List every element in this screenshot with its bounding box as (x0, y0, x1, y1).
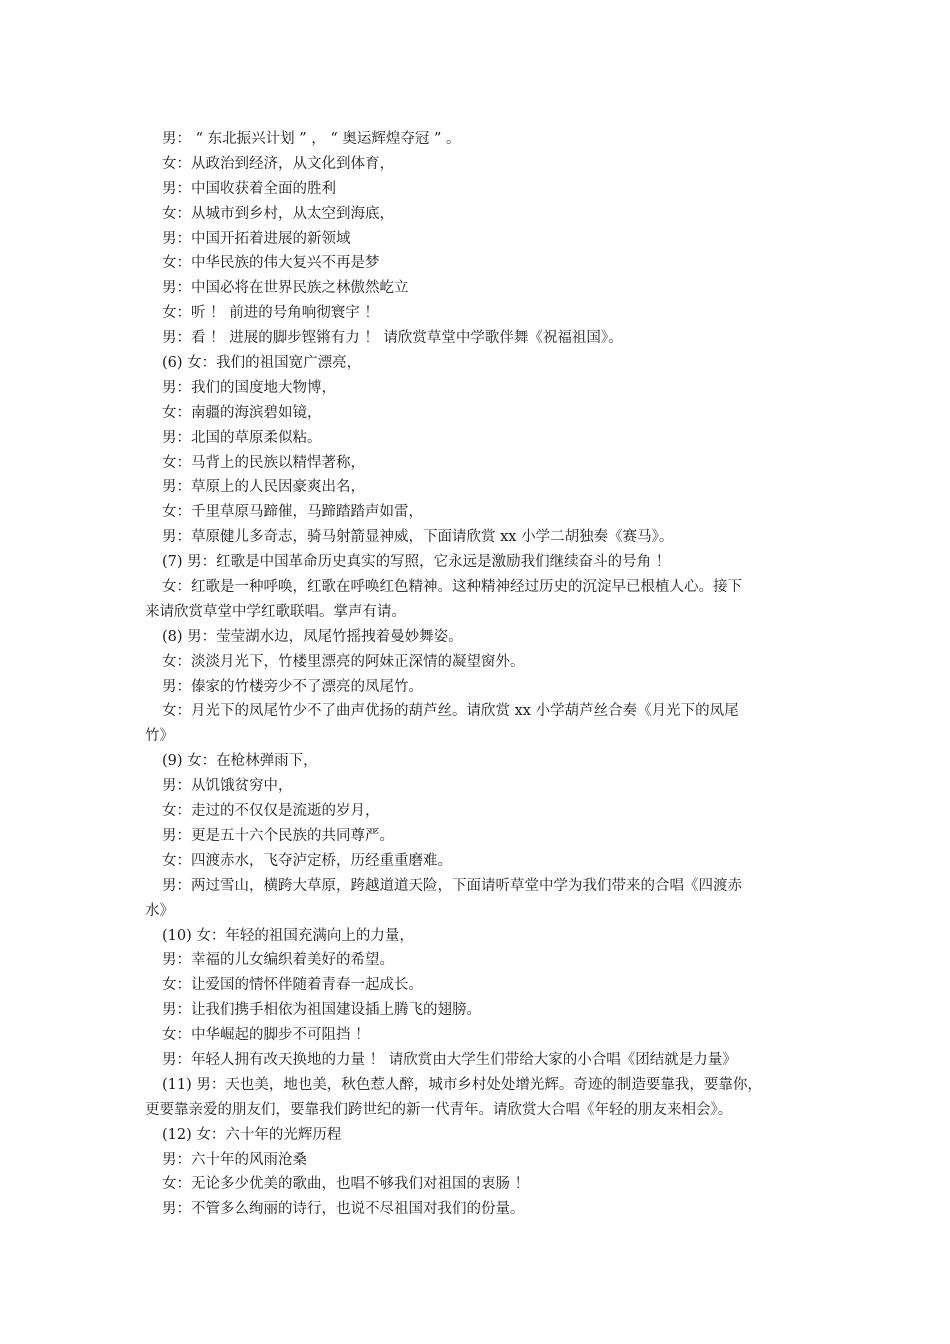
text-line: (12) 女：六十年的光辉历程 (162, 1126, 342, 1143)
text-line: 女：走过的不仅仅是流逝的岁月， (162, 803, 380, 820)
text-line: 男：傣家的竹楼旁少不了漂亮的凤尾竹。 (162, 678, 423, 695)
text-line: 男：两过雪山，横跨大草原，跨越道道天险，下面请听草堂中学为我们带来的合唱《四渡赤 (162, 877, 742, 894)
text-line: 女：红歌是一种呼唤，红歌在呼唤红色精神。这种精神经过历史的沉淀早已根植人心。接下 (162, 579, 742, 596)
text-line: 男：年轻人拥有改天换地的力量 ！ 请欣赏由大学生们带给大家的小合唱《团结就是力量》 (162, 1051, 737, 1068)
text-line: (9) 女：在枪林弹雨下， (162, 753, 318, 770)
text-line: 女：从政治到经济，从文化到体育， (162, 155, 394, 172)
text-line: 男：草原健儿多奇志，骑马射箭显神威，下面请欣赏 xx 小学二胡独奏《赛马》。 (162, 529, 674, 546)
text-line: 男：中国开拓着进展的新领域 (162, 230, 351, 247)
text-line: 男：从饥饿贫穷中， (162, 778, 293, 795)
text-line: 男：北国的草原柔似粘。 (162, 429, 322, 446)
text-line: (7) 男：红歌是中国革命历史真实的写照，它永远是激励我们继续奋斗的号角 ！ (162, 554, 671, 571)
text-line: 男：不管多么绚丽的诗行，也说不尽祖国对我们的份量。 (162, 1201, 525, 1218)
text-line: 女：中华崛起的脚步不可阻挡 ！ (162, 1027, 370, 1044)
text-line: 男：草原上的人民因豪爽出名， (162, 479, 365, 496)
text-line: 男：中国收获着全面的胜利 (162, 180, 336, 197)
text-line: 女：千里草原马蹄催，马蹄踏踏声如雷， (162, 504, 423, 521)
text-line: 男：幸福的儿女编织着美好的希望。 (162, 952, 394, 969)
text-line: 男：更是五十六个民族的共同尊严。 (162, 827, 394, 844)
text-line: 水》 (145, 902, 174, 919)
text-line: 女：从城市到乡村，从太空到海底， (162, 205, 394, 222)
text-line: 男：让我们携手相依为祖国建设插上腾飞的翅膀。 (162, 1002, 481, 1019)
text-line: (6) 女：我们的祖国宽广漂亮， (162, 355, 362, 372)
text-line: 男：六十年的风雨沧桑 (162, 1151, 307, 1168)
text-line: 女：月光下的凤尾竹少不了曲声优扬的葫芦丝。请欣赏 xx 小学葫芦丝合奏《月光下的凤尾 (162, 703, 739, 720)
text-line: 男：我们的国度地大物博， (162, 379, 336, 396)
text-line: 女：马背上的民族以精悍著称， (162, 454, 365, 471)
text-line: (10) 女：年轻的祖国充满向上的力量， (162, 927, 414, 944)
text-line: 竹》 (145, 728, 174, 745)
document-body (145, 127, 807, 1222)
text-line: 男：中国必将在世界民族之林傲然屹立 (162, 280, 409, 297)
text-line: 男： “ 东北振兴计划 ” ， “ 奥运辉煌夺冠 ” 。 (162, 131, 461, 147)
text-line: 女：淡淡月光下，竹楼里漂亮的阿妹正深情的凝望窗外。 (162, 653, 525, 670)
text-line: 女：听 ！ 前进的号角响彻寰宇 ！ (162, 305, 379, 322)
text-line: (8) 男：莹莹湖水边，凤尾竹摇拽着曼妙舞姿。 (162, 628, 463, 645)
text-line: 女：让爱国的情怀伴随着青春一起成长。 (162, 977, 423, 994)
text-line: 女：南疆的海滨碧如镜， (162, 404, 322, 421)
text-line: 女：中华民族的伟大复兴不再是梦 (162, 255, 380, 272)
text-line: 女：无论多少优美的歌曲，也唱不够我们对祖国的衷肠 ！ (162, 1176, 530, 1193)
text-line: 女：四渡赤水，飞夺泸定桥，历经重重磨难。 (162, 852, 452, 869)
text-line: 更要靠亲爱的朋友们，要靠我们跨世纪的新一代青年。请欣赏大合唱《年轻的朋友来相会》。 (145, 1101, 733, 1118)
text-line: 男：看 ！ 进展的脚步铿锵有力 ！ 请欣赏草堂中学歌伴舞《祝福祖国》。 (162, 330, 623, 347)
text-line: (11) 男：天也美，地也美，秋色惹人醉，城市乡村处处增光辉。奇迹的制造要靠我，要靠你， (162, 1076, 762, 1093)
text-line: 来请欣赏草堂中学红歌联唱。掌声有请。 (145, 603, 406, 620)
